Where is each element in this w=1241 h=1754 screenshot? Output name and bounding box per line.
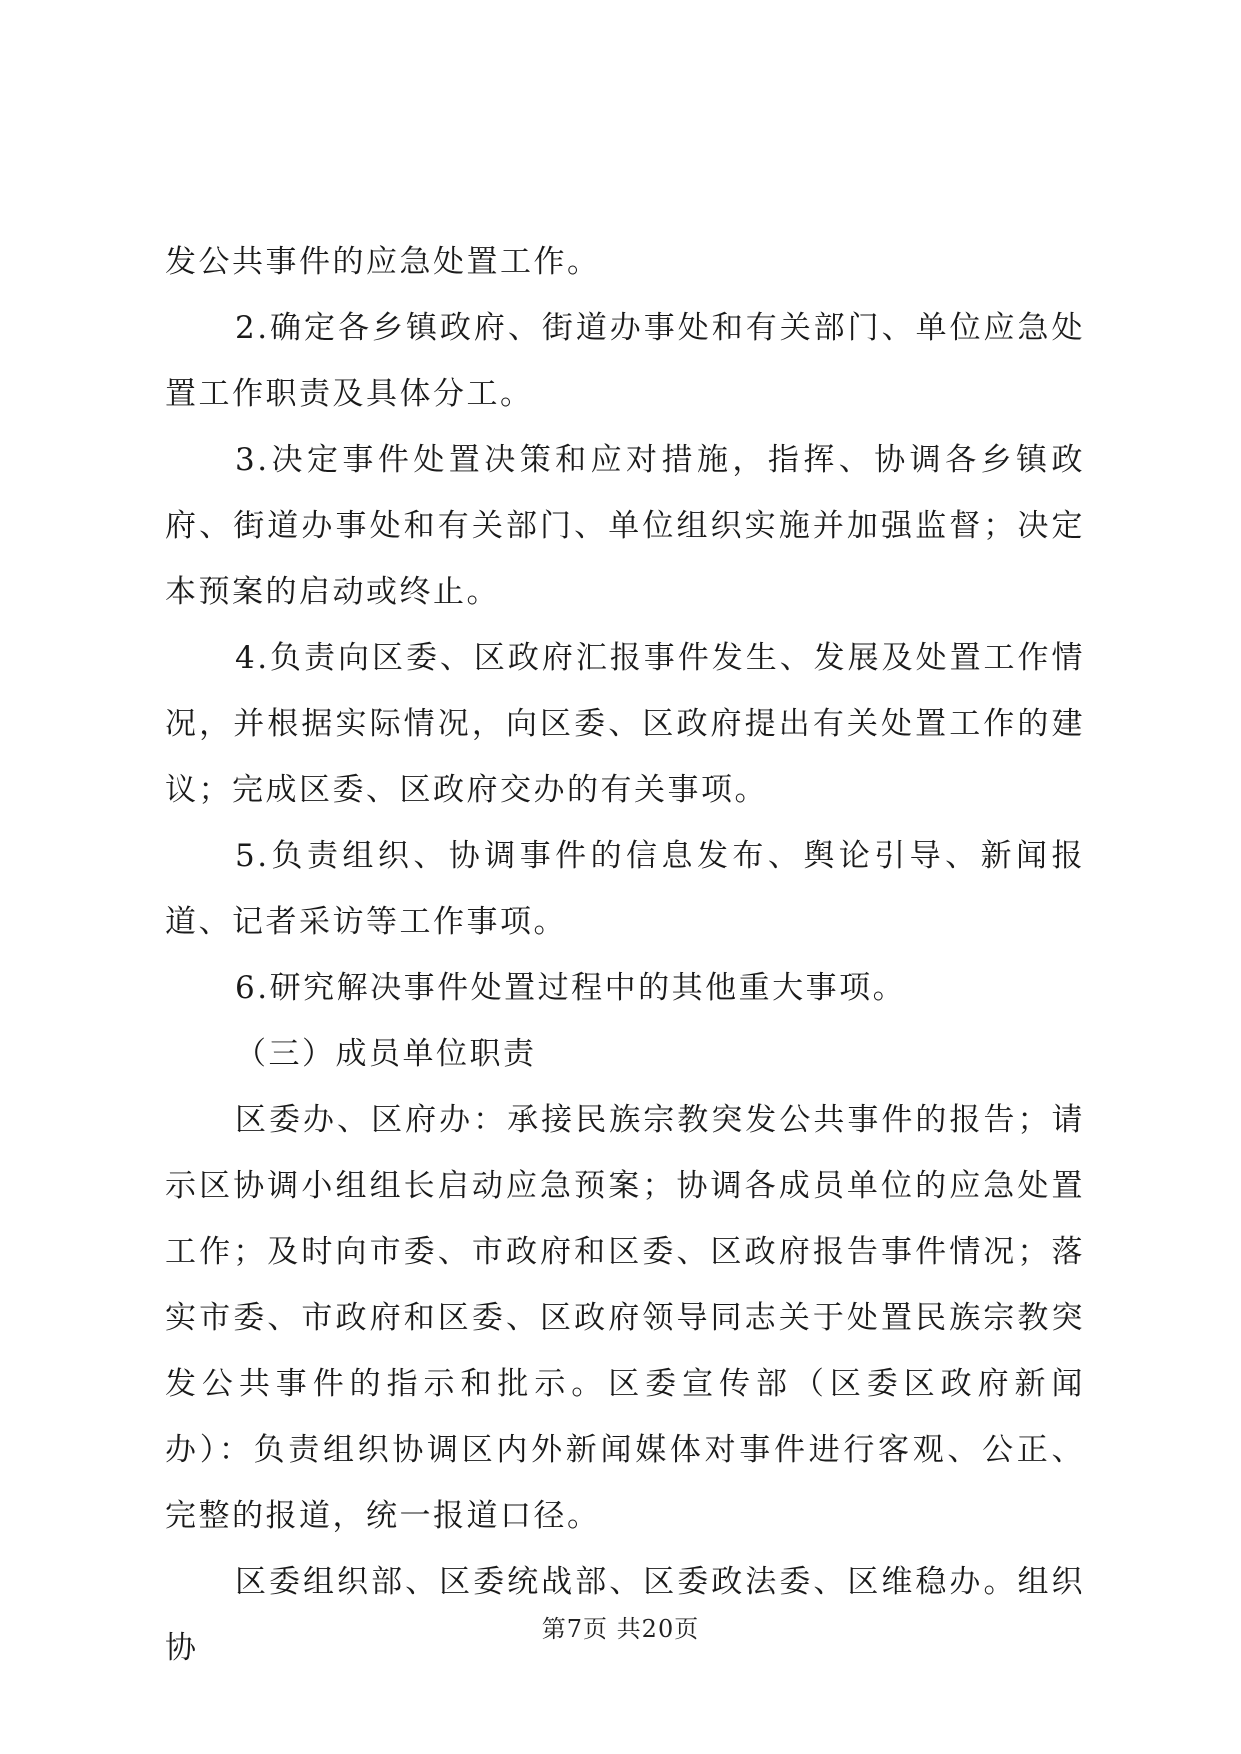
paragraph-item-2: 2.确定各乡镇政府、街道办事处和有关部门、单位应急处置工作职责及具体分工。	[165, 310, 1085, 412]
page-footer: 第7页 共20页	[541, 1615, 700, 1643]
paragraph-member-duties-continued: 区委组织部、区委统战部、区委政法委、区维稳办。组织协	[165, 1564, 1085, 1666]
paragraph-item-6: 6.研究解决事件处置过程中的其他重大事项。	[235, 970, 907, 1006]
paragraph-continuation: 发公共事件的应急处置工作。	[165, 244, 601, 280]
paragraph-item-5: 5.负责组织、协调事件的信息发布、舆论引导、新闻报道、记者采访等工作事项。	[165, 838, 1085, 940]
section-heading: （三）成员单位职责	[235, 1036, 537, 1072]
paragraph-item-4: 4.负责向区委、区政府汇报事件发生、发展及处置工作情况，并根据实际情况，向区委、区政府提出有关处置工作的建议；完成区委、区政府交办的有关事项。	[165, 640, 1085, 808]
paragraph-item-3: 3.决定事件处置决策和应对措施，指挥、协调各乡镇政府、街道办事处和有关部门、单位组织实施并加强监督；决定本预案的启动或终止。	[165, 442, 1085, 610]
document-body	[165, 229, 1085, 1681]
paragraph-member-duties: 区委办、区府办：承接民族宗教突发公共事件的报告；请示区协调小组组长启动应急预案；协调各成员单位的应急处置工作；及时向市委、市政府和区委、区政府报告事件情况；落实市委、市政府和区委、区政府领导同志关于处置民族宗教突发公共事件的指示和批示。区委宣传部（区委区政府新闻办）：负责组织协调区内外新闻媒体对事件进行客观、公正、完整的报道，统一报道口径。	[165, 1102, 1085, 1534]
